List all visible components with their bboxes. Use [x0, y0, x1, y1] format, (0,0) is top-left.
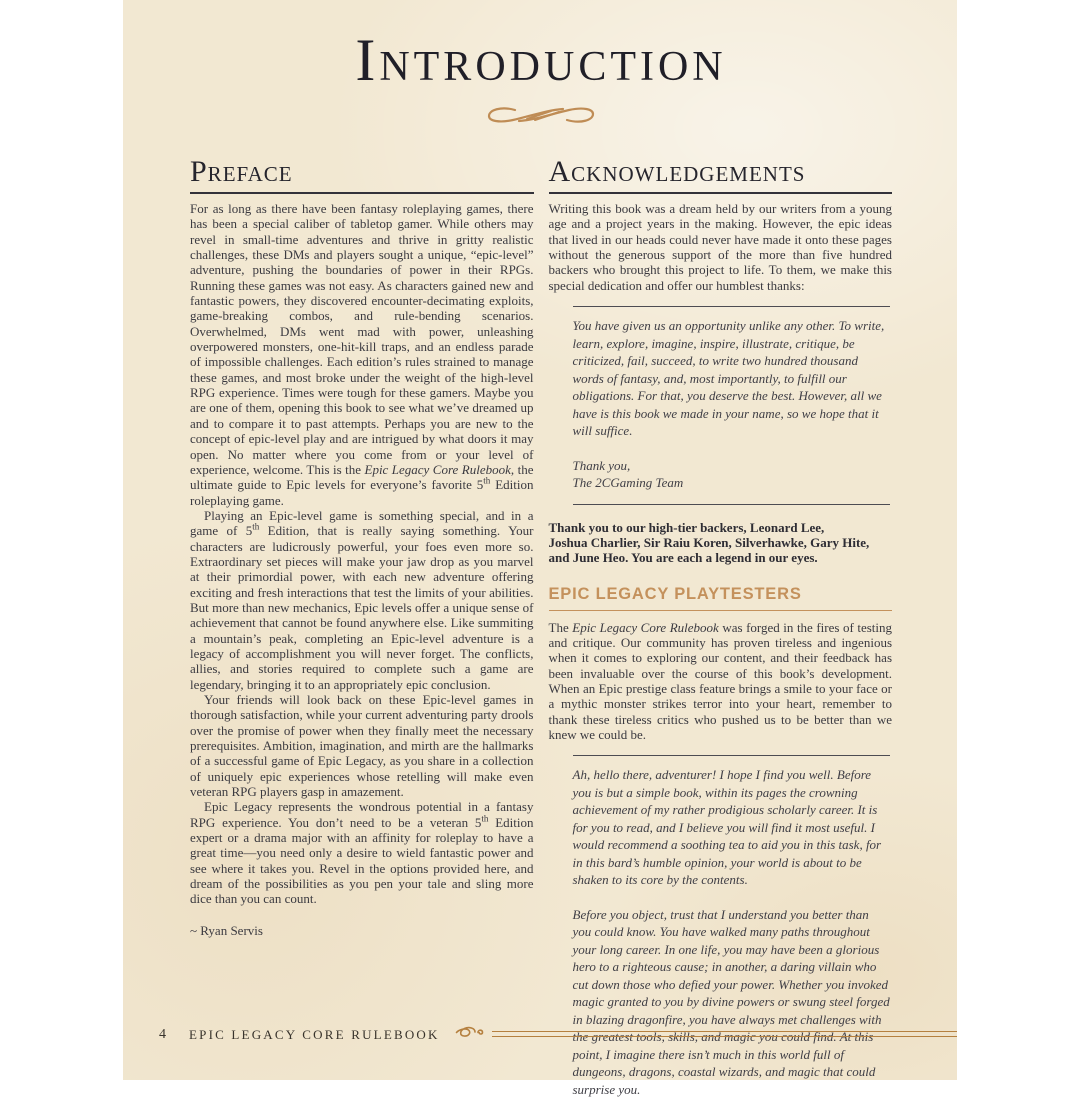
page-number: 4 — [159, 1026, 167, 1042]
preface-paragraph: Your friends will look back on these Epic-level games in thorough satisfaction, while your current adventuring party drools over the promise of power when they finally meet the necessary prerequisites. Ambition, imagination, and mirth are the hallmarks of a successful game of Epic Legacy, as you share in a collection of uniquely epic experiences whose retelling will make even veteran RPG players gasp in amazement. — [190, 692, 534, 800]
preface-section — [190, 157, 534, 1110]
footer-rule — [492, 1031, 957, 1037]
preface-paragraph: Epic Legacy represents the wondrous potential in a fantasy RPG experience. You don’t need to be a veteran 5th Edition expert or a drama major with an affinity for roleplay to have a great time—you need only a desire to wield fantastic power and see where it takes you. Revel in the options provided here, and dream of the possibilities as you pen your tale and sling more dice than you can count. — [190, 799, 534, 907]
dedication-quote — [573, 306, 891, 505]
footer-loop-ornament-icon — [454, 1024, 492, 1045]
preface-paragraph: Playing an Epic-level game is something special, and in a game of 5th Edition, that is really saying something. Your characters are ludicrously powerful, your foes even more so. Extraordinary set pieces will make your jaw drop as you marvel at their primordial power, with each new adventure offering exciting and fresh interactions that test the limits of your abilities. But more than new mechanics, Epic levels offer a unique sense of achievement that cannot be found anywhere else. Like summiting a mountain’s peak, completing an Epic-level adventure is a legacy of accomplishment you will never forget. The conflicts, allies, and stories required to complete such a game are legendary, bringing it to an appropriately epic conclusion. — [190, 507, 534, 692]
acknowledgements-intro: Writing this book was a dream held by our writers from a young age and a project years in the making. However, the epic ideas that lived in our heads could never have made it onto these pages without the generous support of the more than five hundred backers who brought this project to life. To them, we make this special dedication and offer our humblest thanks: — [548, 201, 892, 293]
bard-quote-paragraph: Before you object, trust that I understand you better than you could know. You have walked many paths throughout your long career. In one life, you may have been a glorious hero to a righteous cause; in another, a daring villain who cut down those who defied your power. Whether you invoked magic granted to you by divine powers or swung steel forged in blazing dragonfire, you have always met challenges with the greatest tools, skills, and magic you could find. At this point, I imagine there isn’t much in this world full of dungeons, dragons, coastal wizards, and magic that could surprise you. — [572, 906, 890, 1097]
page-footer — [159, 1024, 957, 1045]
backers-thanks: Thank you to our high-tier backers, Leonard Lee, Joshua Charlier, Sir Raiu Koren, Silverhawke, Gary Hite, and June Heo. You are each a legend in our eyes. — [548, 519, 870, 566]
dedication-quote-body: You have given us an opportunity unlike any other. To write, learn, explore, imagine, inspire, illustrate, critique, be criticized, fail, succeed, to write two hundred thousand words of fantasy, and, most importantly, to fulfill our obligations. For that, you deserve the best. However, all we have is this book we made in your name, so we hope that it will suffice. — [572, 318, 885, 439]
preface-paragraph: For as long as there have been fantasy roleplaying games, there has been a special caliber of tabletop gamer. While others may revel in small-time adventures and thrive in gritty realistic challenges, these DMs and players sought a unique, “epic-level” adventure, pushing the boundaries of power in their RPGs. Running these games was not easy. As characters gained new and fantastic powers, they discovered encounter-decimating exploits, game-breaking combos, and rule-bending scenarios. Overwhelmed, DMs went mad with power, unleashing overpowered monsters, one-hit-kill traps, and an endless parade of impossible challenges. Each edition’s rules strained to manage these games, and most broke under the weight of the high-level RPG experience. Times were tough for these gamers. Maybe you are one of them, opening this book to see what we’ve dreamed up and to compare it to past attempts. Perhaps you are new to the concept of epic-level play and are intrigued by what doors it may open. No matter where you come from or your level of experience, welcome. This is the Epic Legacy Core Rulebook, the ultimate guide to Epic levels for everyone’s favorite 5th Edition roleplaying game. — [190, 201, 534, 508]
author-signature: ~ Ryan Servis — [190, 922, 263, 938]
dedication-quote-signoff: Thank you, The 2CGaming Team — [572, 457, 684, 491]
book-page — [123, 0, 957, 1097]
playtesters-body: The Epic Legacy Core Rulebook was forged in the fires of testing and critique. Our community has proven tireless and ingenious when it comes to exploring our content, and their feedback has been invaluable over the course of this book’s development. When an Epic prestige class feature brings a smile to your face or a mythic monster strikes terror into your heart, remember to thank these tireless critics who pushed us to be better than we knew we could be. — [548, 619, 892, 742]
title-flourish-icon — [190, 100, 892, 135]
acknowledgements-heading: Acknowledgements — [549, 157, 893, 194]
page-title: Introduction — [355, 27, 727, 93]
preface-heading: Preface — [190, 157, 534, 194]
bard-quote — [573, 755, 891, 1110]
acknowledgements-section — [549, 157, 893, 1110]
bard-quote-paragraph: Ah, hello there, adventurer! I hope I find you well. Before you is but a simple book, within its pages the crowning achievement of my rather prodigious scholarly career. It is for you to read, and I believe you will find it most useful. I would recommend a soothing tea to aid you in this task, for in this bard’s humble opinion, your world is about to be shaken to its core by the contents. — [572, 767, 882, 888]
footer-book-title: EPIC LEGACY CORE RULEBOOK — [189, 1026, 440, 1042]
playtesters-heading: EPIC LEGACY PLAYTESTERS — [549, 585, 893, 611]
